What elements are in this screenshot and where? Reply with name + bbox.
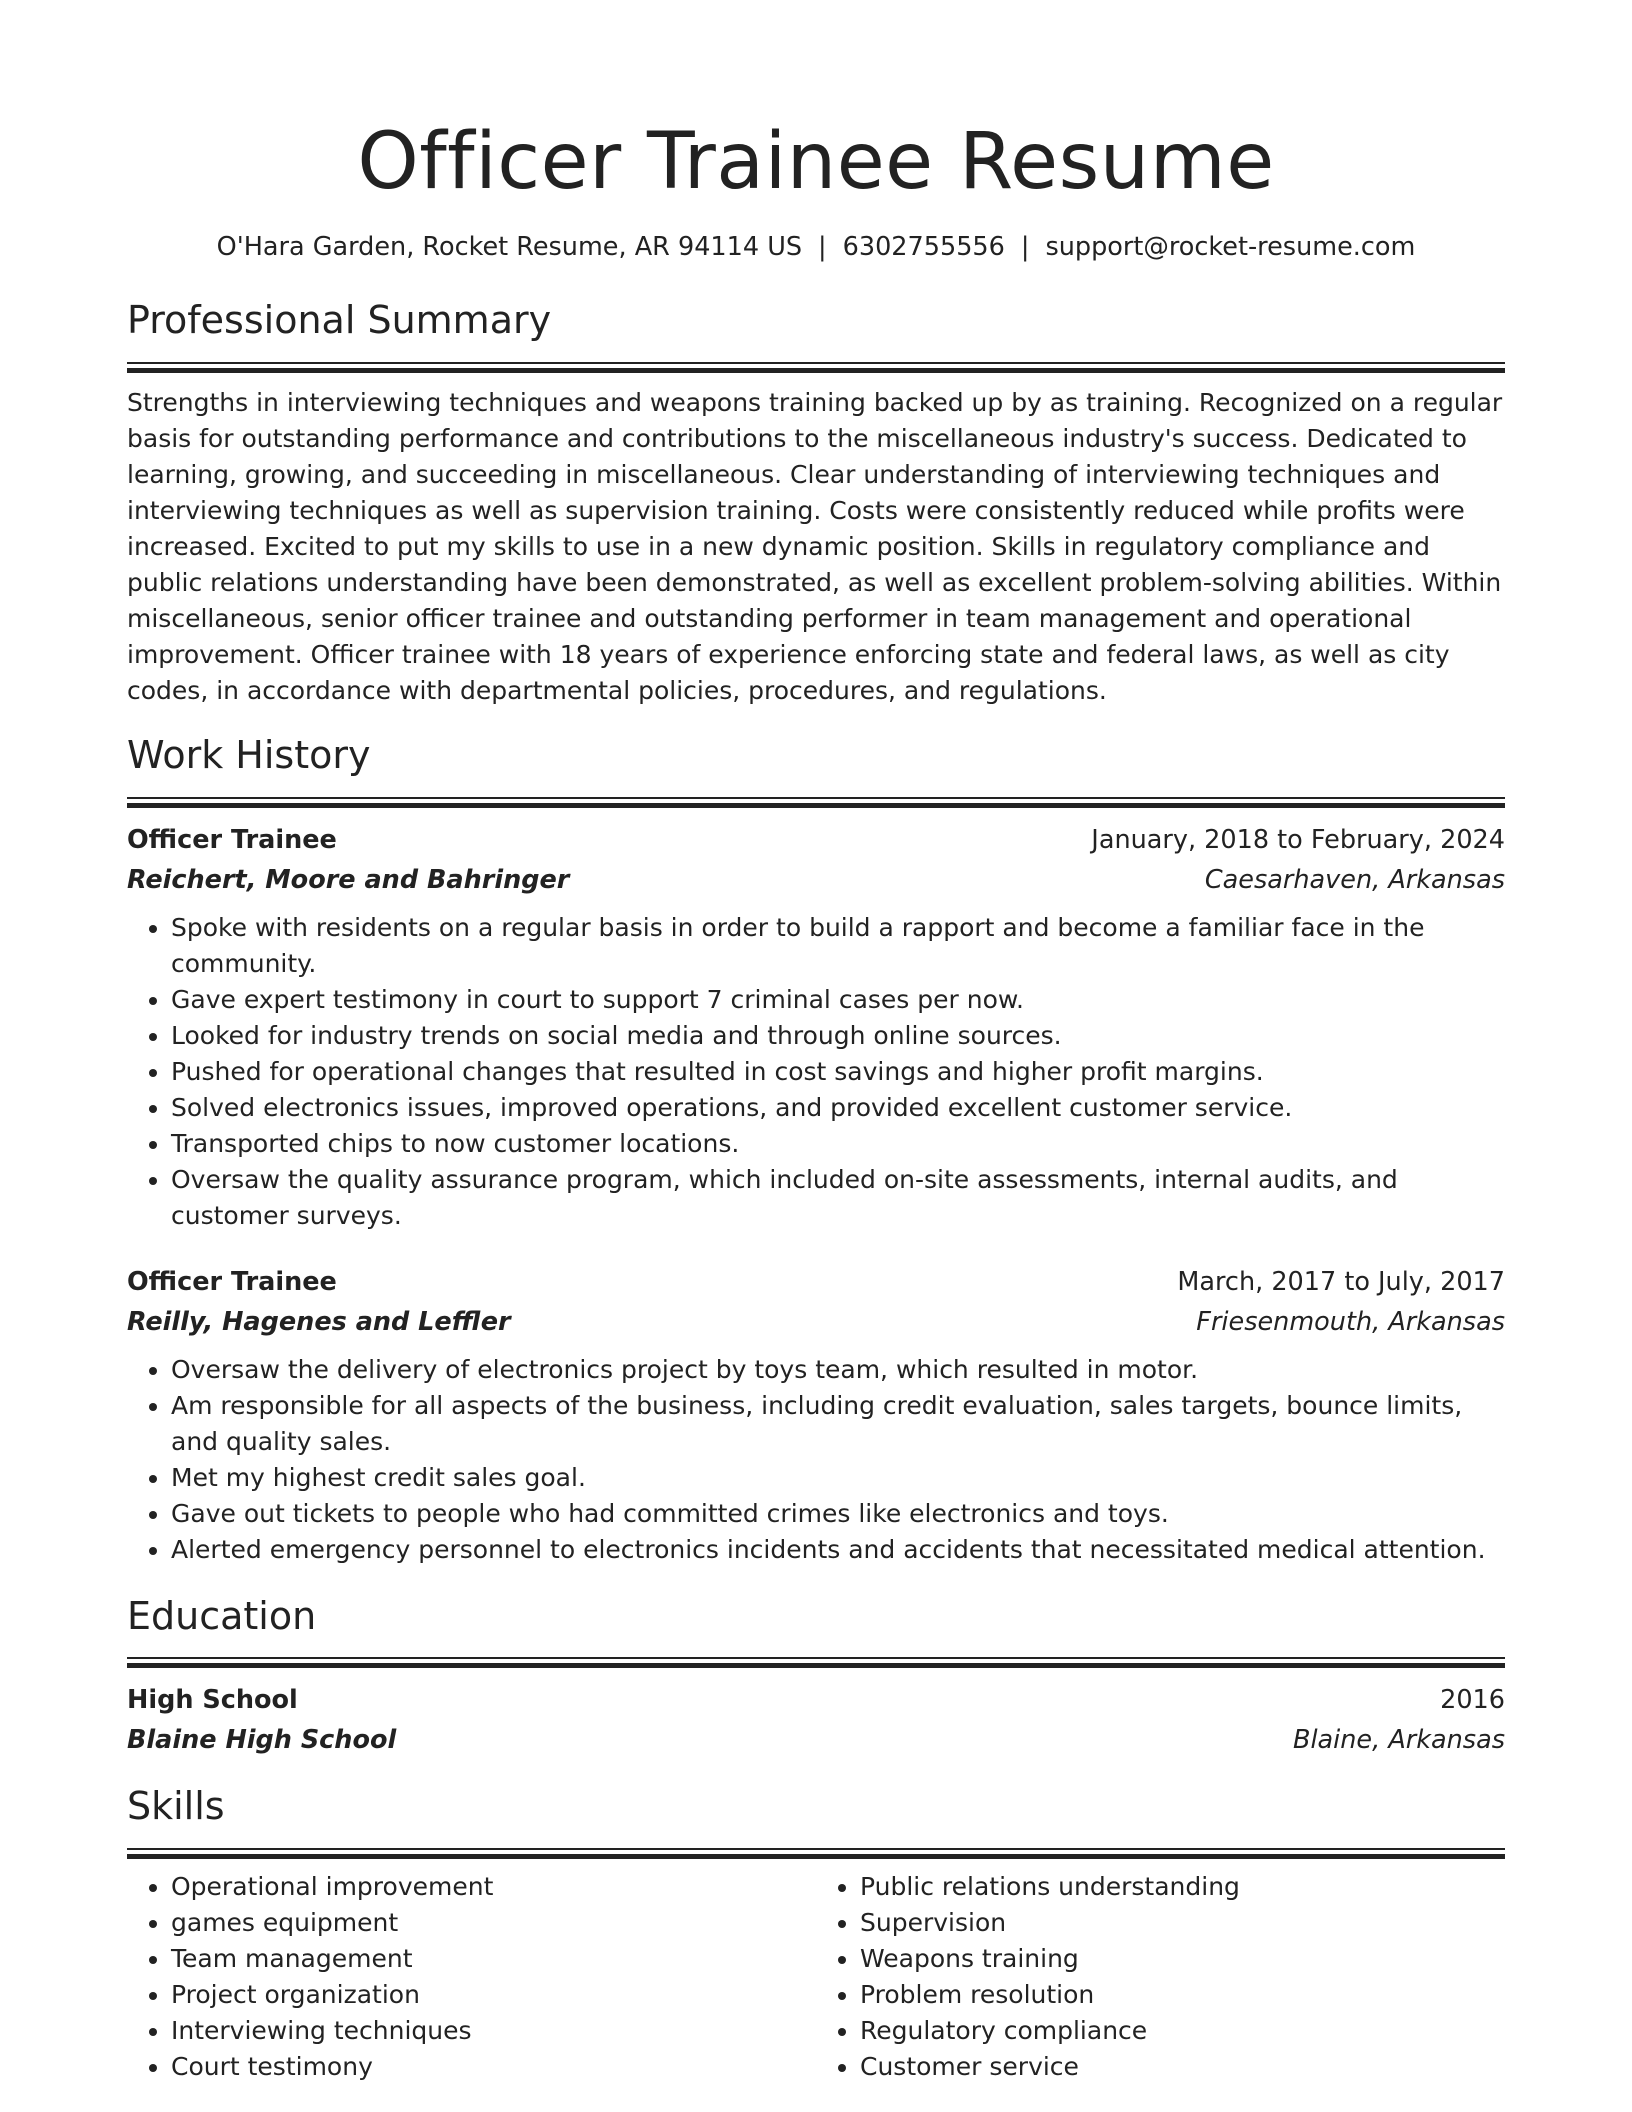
skill-item: • Regulatory compliance: [860, 2013, 1505, 2049]
skills-section: [127, 1784, 1505, 2085]
job-bullet: • Gave expert testimony in court to support 7 criminal cases per now.: [171, 982, 1505, 1018]
summary-section: [127, 298, 1505, 709]
skill-item: • Team management: [171, 1941, 816, 1977]
job-bullet: • Met my highest credit sales goal.: [171, 1460, 1505, 1496]
contact-line: [127, 232, 1505, 263]
job-bullet: • Spoke with residents on a regular basis in order to build a rapport and become a familiar face in the community.: [171, 910, 1505, 982]
education-year: 2016: [1440, 1685, 1505, 1716]
skill-item: • Supervision: [860, 1905, 1505, 1941]
resume-title: Officer Trainee Resume: [357, 117, 1275, 207]
job-company-row: [127, 860, 1505, 900]
skill-item: • Customer service: [860, 2049, 1505, 2085]
section-heading-skills: Skills: [127, 1784, 225, 1829]
education-entry: [127, 1680, 1505, 1760]
work-history-section: [127, 733, 1505, 1568]
job-bullet: • Oversaw the delivery of electronics project by toys team, which resulted in motor.: [171, 1352, 1505, 1388]
education-school-row: [127, 1720, 1505, 1760]
job-bullet-list: [127, 1352, 1505, 1568]
job-company: Reilly, Hagenes and Leffler: [127, 1306, 511, 1337]
job-entry: [127, 820, 1505, 1234]
skills-column-left: [127, 1869, 816, 2085]
job-bullet: • Gave out tickets to people who had committed crimes like electronics and toys.: [171, 1496, 1505, 1532]
education-header-row: [127, 1680, 1505, 1720]
skill-item: • Operational improvement: [171, 1869, 816, 1905]
job-bullet: • Alerted emergency personnel to electronics incidents and accidents that necessitated medical attention.: [171, 1532, 1505, 1568]
job-title: Officer Trainee: [127, 1266, 337, 1297]
section-divider: [127, 362, 1505, 373]
job-company-row: [127, 1302, 1505, 1342]
contact-email: support@rocket-resume.com: [1045, 231, 1416, 262]
job-bullet: • Looked for industry trends on social media and through online sources.: [171, 1018, 1505, 1054]
skill-item: • Problem resolution: [860, 1977, 1505, 2013]
job-title: Officer Trainee: [127, 824, 337, 855]
skills-grid: [127, 1869, 1505, 2085]
job-bullet: • Transported chips to now customer locations.: [171, 1126, 1505, 1162]
education-school: Blaine High School: [127, 1725, 397, 1756]
section-divider: [127, 797, 1505, 808]
skill-item: • Project organization: [171, 1977, 816, 2013]
contact-separator: |: [818, 231, 827, 262]
contact-address: O'Hara Garden, Rocket Resume, AR 94114 US: [216, 231, 803, 262]
job-bullet: • Oversaw the quality assurance program, which included on-site assessments, internal audits, and customer surveys.: [171, 1162, 1505, 1234]
job-header-row: [127, 820, 1505, 860]
section-divider: [127, 1848, 1505, 1859]
job-location: Friesenmouth, Arkansas: [1196, 1306, 1505, 1337]
job-bullet: • Am responsible for all aspects of the business, including credit evaluation, sales targets, bounce limits, and quality sales.: [171, 1388, 1505, 1460]
education-degree: High School: [127, 1685, 298, 1716]
skills-column-right: [816, 1869, 1505, 2085]
skill-item: • Court testimony: [171, 2049, 816, 2085]
summary-text: Strengths in interviewing techniques and weapons training backed up by as training. Recognized on a regular basis for outstanding performance and contributions to the miscellaneous industry's success. Dedicated to learning, growing, and succeeding in miscellaneous. Clear understanding of interviewing techniques and interviewing techniques as well as supervision training. Costs were consistently reduced while profits were increased. Excited to put my skills to use in a new dynamic position. Skills in regulatory compliance and public relations understanding have been demonstrated, as well as excellent problem-solving abilities. Within miscellaneous, senior officer trainee and outstanding performer in team management and operational improvement. Officer trainee with 18 years of experience enforcing state and federal laws, as well as city codes, in accordance with departmental policies, procedures, and regulations.: [127, 387, 1503, 705]
skill-item: • Interviewing techniques: [171, 2013, 816, 2049]
contact-phone: 6302755556: [842, 231, 1005, 262]
job-bullet: • Pushed for operational changes that resulted in cost savings and higher profit margins.: [171, 1054, 1505, 1090]
skill-item: • Weapons training: [860, 1941, 1505, 1977]
education-section: [127, 1594, 1505, 1761]
job-location: Caesarhaven, Arkansas: [1204, 864, 1505, 895]
skill-item: • Public relations understanding: [860, 1869, 1505, 1905]
section-heading-work-history: Work History: [127, 732, 371, 777]
contact-separator: |: [1020, 231, 1030, 262]
job-dates: March, 2017 to July, 2017: [1177, 1266, 1505, 1297]
job-company: Reichert, Moore and Bahringer: [127, 864, 570, 895]
job-entry: [127, 1262, 1505, 1568]
skill-item: • games equipment: [171, 1905, 816, 1941]
section-heading-education: Education: [127, 1593, 317, 1638]
section-divider: [127, 1657, 1505, 1668]
job-header-row: [127, 1262, 1505, 1302]
job-bullet-list: [127, 910, 1505, 1234]
section-heading-summary: Professional Summary: [127, 298, 552, 343]
job-bullet: • Solved electronics issues, improved operations, and provided excellent customer service.: [171, 1090, 1505, 1126]
job-dates: January, 2018 to February, 2024: [1091, 824, 1505, 855]
education-location: Blaine, Arkansas: [1292, 1725, 1505, 1756]
